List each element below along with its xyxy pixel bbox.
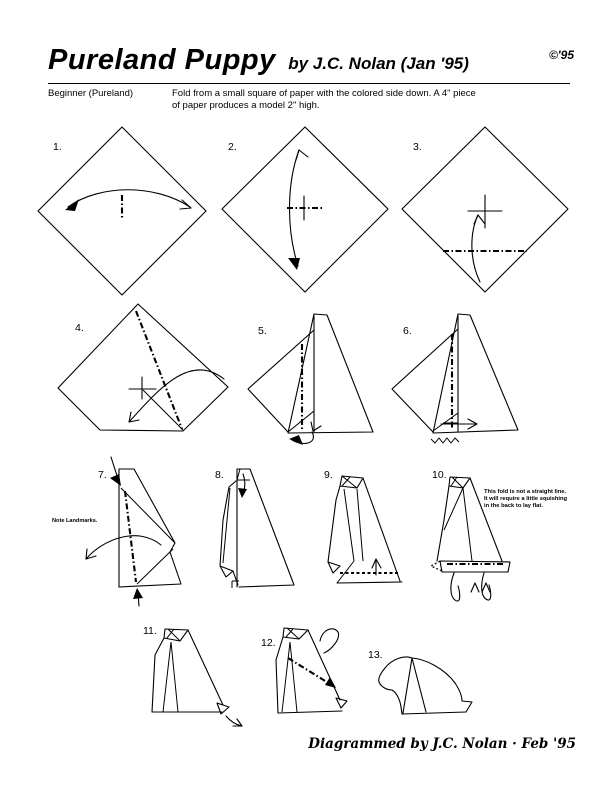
body-crease: [444, 488, 472, 561]
step-8-label: 8.: [215, 469, 224, 481]
step-8-diagram: [215, 469, 294, 588]
model-outline: [288, 314, 373, 433]
back-edge: [412, 658, 455, 683]
fold-arrow: [86, 536, 161, 559]
step-9-diagram: [324, 469, 402, 583]
step-3-label: 3.: [413, 141, 422, 153]
difficulty-label: Beginner (Pureland): [48, 88, 134, 99]
fold-note-line-3: in the back to lay flat.: [484, 503, 543, 509]
ear-edge: [403, 658, 426, 713]
arrowhead-filled: [325, 677, 336, 688]
flap-edge: [392, 329, 458, 432]
diagram-credit: Diagrammed by J.C. Nolan · Feb '95: [308, 736, 576, 752]
valley-fold-line: [136, 311, 182, 429]
layer-edge: [143, 390, 183, 430]
instructions-line-1: Fold from a small square of paper with the colored side down. A 4" piece: [172, 88, 476, 99]
front-edge: [328, 486, 340, 562]
step-2-label: 2.: [228, 141, 237, 153]
step-4-label: 4.: [75, 322, 84, 334]
step-5-diagram: [248, 314, 373, 445]
model-outline: [237, 469, 294, 587]
arrowhead-filled: [65, 199, 79, 211]
leg-edge: [163, 642, 178, 712]
leg-edge: [282, 642, 297, 712]
step-6-diagram: [392, 314, 518, 443]
copyright-mark: ©'95: [548, 48, 574, 62]
bottom-edge: [402, 712, 466, 714]
model-outline: [119, 469, 181, 587]
fold-arrow: [129, 370, 224, 422]
bottom-edge: [337, 582, 402, 583]
head-outline: [283, 628, 308, 639]
step-7-label: 7.: [98, 469, 107, 481]
bottom-edge: [278, 711, 342, 713]
back-edge: [188, 630, 223, 705]
leg-edge: [337, 489, 363, 583]
step-3-diagram: [402, 127, 568, 292]
base-bar: [440, 561, 510, 572]
step-13-label: 13.: [368, 649, 383, 661]
step-5-label: 5.: [258, 325, 267, 337]
step-7-diagram: [52, 457, 181, 606]
fold-note-line-1: This fold is not a straight line.: [484, 489, 567, 495]
tail-arrow: [226, 716, 242, 726]
arrowhead-open: [474, 215, 485, 224]
front-edge: [152, 638, 164, 712]
square-outline: [222, 127, 388, 292]
head-outline: [164, 629, 188, 641]
step-4-diagram: [58, 304, 228, 431]
rear-edge: [455, 683, 462, 701]
arrowhead-open: [296, 150, 308, 160]
step-12-label: 12.: [261, 637, 276, 649]
head-outline: [449, 477, 470, 488]
step-10-label: 10.: [432, 469, 447, 481]
step-11-diagram: [143, 625, 242, 726]
step-11-label: 11.: [143, 625, 157, 637]
arrowhead-filled: [238, 488, 247, 498]
leg-outline: [451, 573, 460, 601]
arrowhead-filled: [289, 435, 303, 445]
step-10-diagram: [431, 469, 568, 601]
tail-loop: [320, 629, 339, 653]
flap-edge: [248, 330, 314, 432]
notch-point: [336, 698, 347, 708]
step-13-diagram: [368, 649, 472, 714]
arrowhead-filled: [133, 588, 143, 599]
flap-edge: [220, 481, 236, 566]
step-2-diagram: [222, 127, 388, 292]
step-1-diagram: [38, 127, 206, 295]
front-edge: [276, 637, 283, 713]
pleat-zigzag: [431, 438, 459, 443]
tail-point: [328, 562, 340, 573]
fold-note-line-2: It will require a little squishing: [484, 496, 568, 502]
back-edge: [308, 630, 340, 700]
step-9-label: 9.: [324, 469, 333, 481]
page-title: Pureland Puppy: [48, 44, 276, 76]
instructions-line-2: of paper produces a model 2" high.: [172, 100, 320, 111]
step-12-diagram: [261, 628, 347, 713]
arrowhead-open: [311, 422, 321, 431]
landmark-note: Note Landmarks.: [52, 518, 98, 524]
step-1-label: 1.: [53, 141, 62, 153]
tail-point: [220, 566, 238, 585]
arrowhead-open: [471, 583, 479, 592]
author-byline: by J.C. Nolan (Jan '95): [288, 54, 469, 73]
back-edge: [363, 478, 400, 581]
arrowhead-open: [482, 583, 490, 592]
model-outline: [433, 314, 518, 433]
step-6-label: 6.: [403, 325, 412, 337]
fold-arrow: [472, 215, 480, 282]
leg-outline: [482, 573, 491, 600]
tail-point: [462, 701, 472, 712]
fold-unfold-arrow: [68, 190, 190, 207]
arrowhead-filled: [288, 258, 300, 270]
